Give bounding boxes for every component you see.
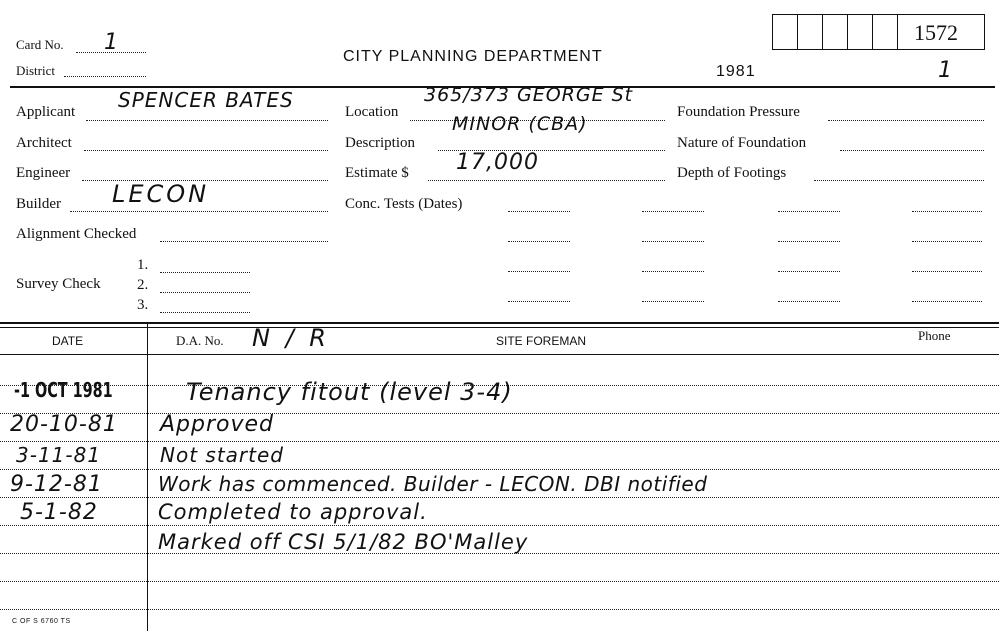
survey-item-2: 2. (137, 277, 149, 293)
description-label: Description (345, 135, 415, 151)
log-text: Approved (160, 412, 275, 437)
log-date: 5-1-82 (20, 500, 98, 525)
card-no-label: Card No. (16, 37, 64, 52)
da-no-label: D.A. No. (176, 333, 224, 348)
log-date: 20-10-81 (10, 412, 118, 437)
alignment-label: Alignment Checked (16, 226, 137, 242)
year-mark: 1 (938, 58, 953, 83)
log-text: Tenancy fitout (level 3-4) (186, 378, 513, 406)
survey-item-3: 3. (137, 297, 149, 313)
department-title: CITY PLANNING DEPARTMENT (343, 48, 603, 65)
log-date: 9-12-81 (10, 472, 103, 497)
form-code: C OF S 6760 TS (12, 618, 71, 625)
description-value: MINOR (CBA) (452, 113, 588, 135)
log-text: Work has commenced. Builder - LECON. DBI notified (158, 472, 708, 496)
location-value: 365/373 GEORGE St (424, 84, 634, 106)
log-date: 3-11-81 (16, 443, 102, 467)
location-label: Location (345, 104, 399, 120)
applicant-label: Applicant (16, 104, 76, 120)
engineer-label: Engineer (16, 165, 71, 181)
phone-header: Phone (918, 328, 951, 343)
da-no-value: N / R (252, 324, 330, 352)
depth-footings-label: Depth of Footings (677, 165, 787, 181)
foundation-pressure-label: Foundation Pressure (677, 104, 800, 120)
date-column-divider (147, 322, 148, 631)
date-column-header: DATE (52, 334, 84, 348)
site-foreman-header: SITE FOREMAN (496, 334, 587, 348)
estimate-value: 17,000 (456, 150, 539, 175)
log-text: Not started (160, 443, 284, 467)
log-text: Marked off CSI 5/1/82 BO'Malley (158, 530, 529, 554)
card-no-value: 1 (104, 30, 119, 55)
architect-label: Architect (16, 135, 72, 151)
conc-tests-label: Conc. Tests (Dates) (345, 196, 463, 212)
card-number: 1572 (914, 20, 958, 45)
log-date: -1 OCT 1981 (14, 378, 113, 402)
applicant-value: SPENCER BATES (118, 88, 294, 112)
survey-label: Survey Check (16, 276, 101, 292)
log-text: Completed to approval. (158, 500, 428, 524)
district-label: District (16, 63, 55, 78)
builder-label: Builder (16, 196, 61, 212)
log-top-rule (0, 322, 999, 324)
survey-item-1: 1. (137, 257, 149, 273)
nature-foundation-label: Nature of Foundation (677, 135, 807, 151)
year: 1981 (716, 63, 756, 80)
builder-value: LECON (112, 180, 210, 208)
estimate-label: Estimate $ (345, 165, 409, 181)
